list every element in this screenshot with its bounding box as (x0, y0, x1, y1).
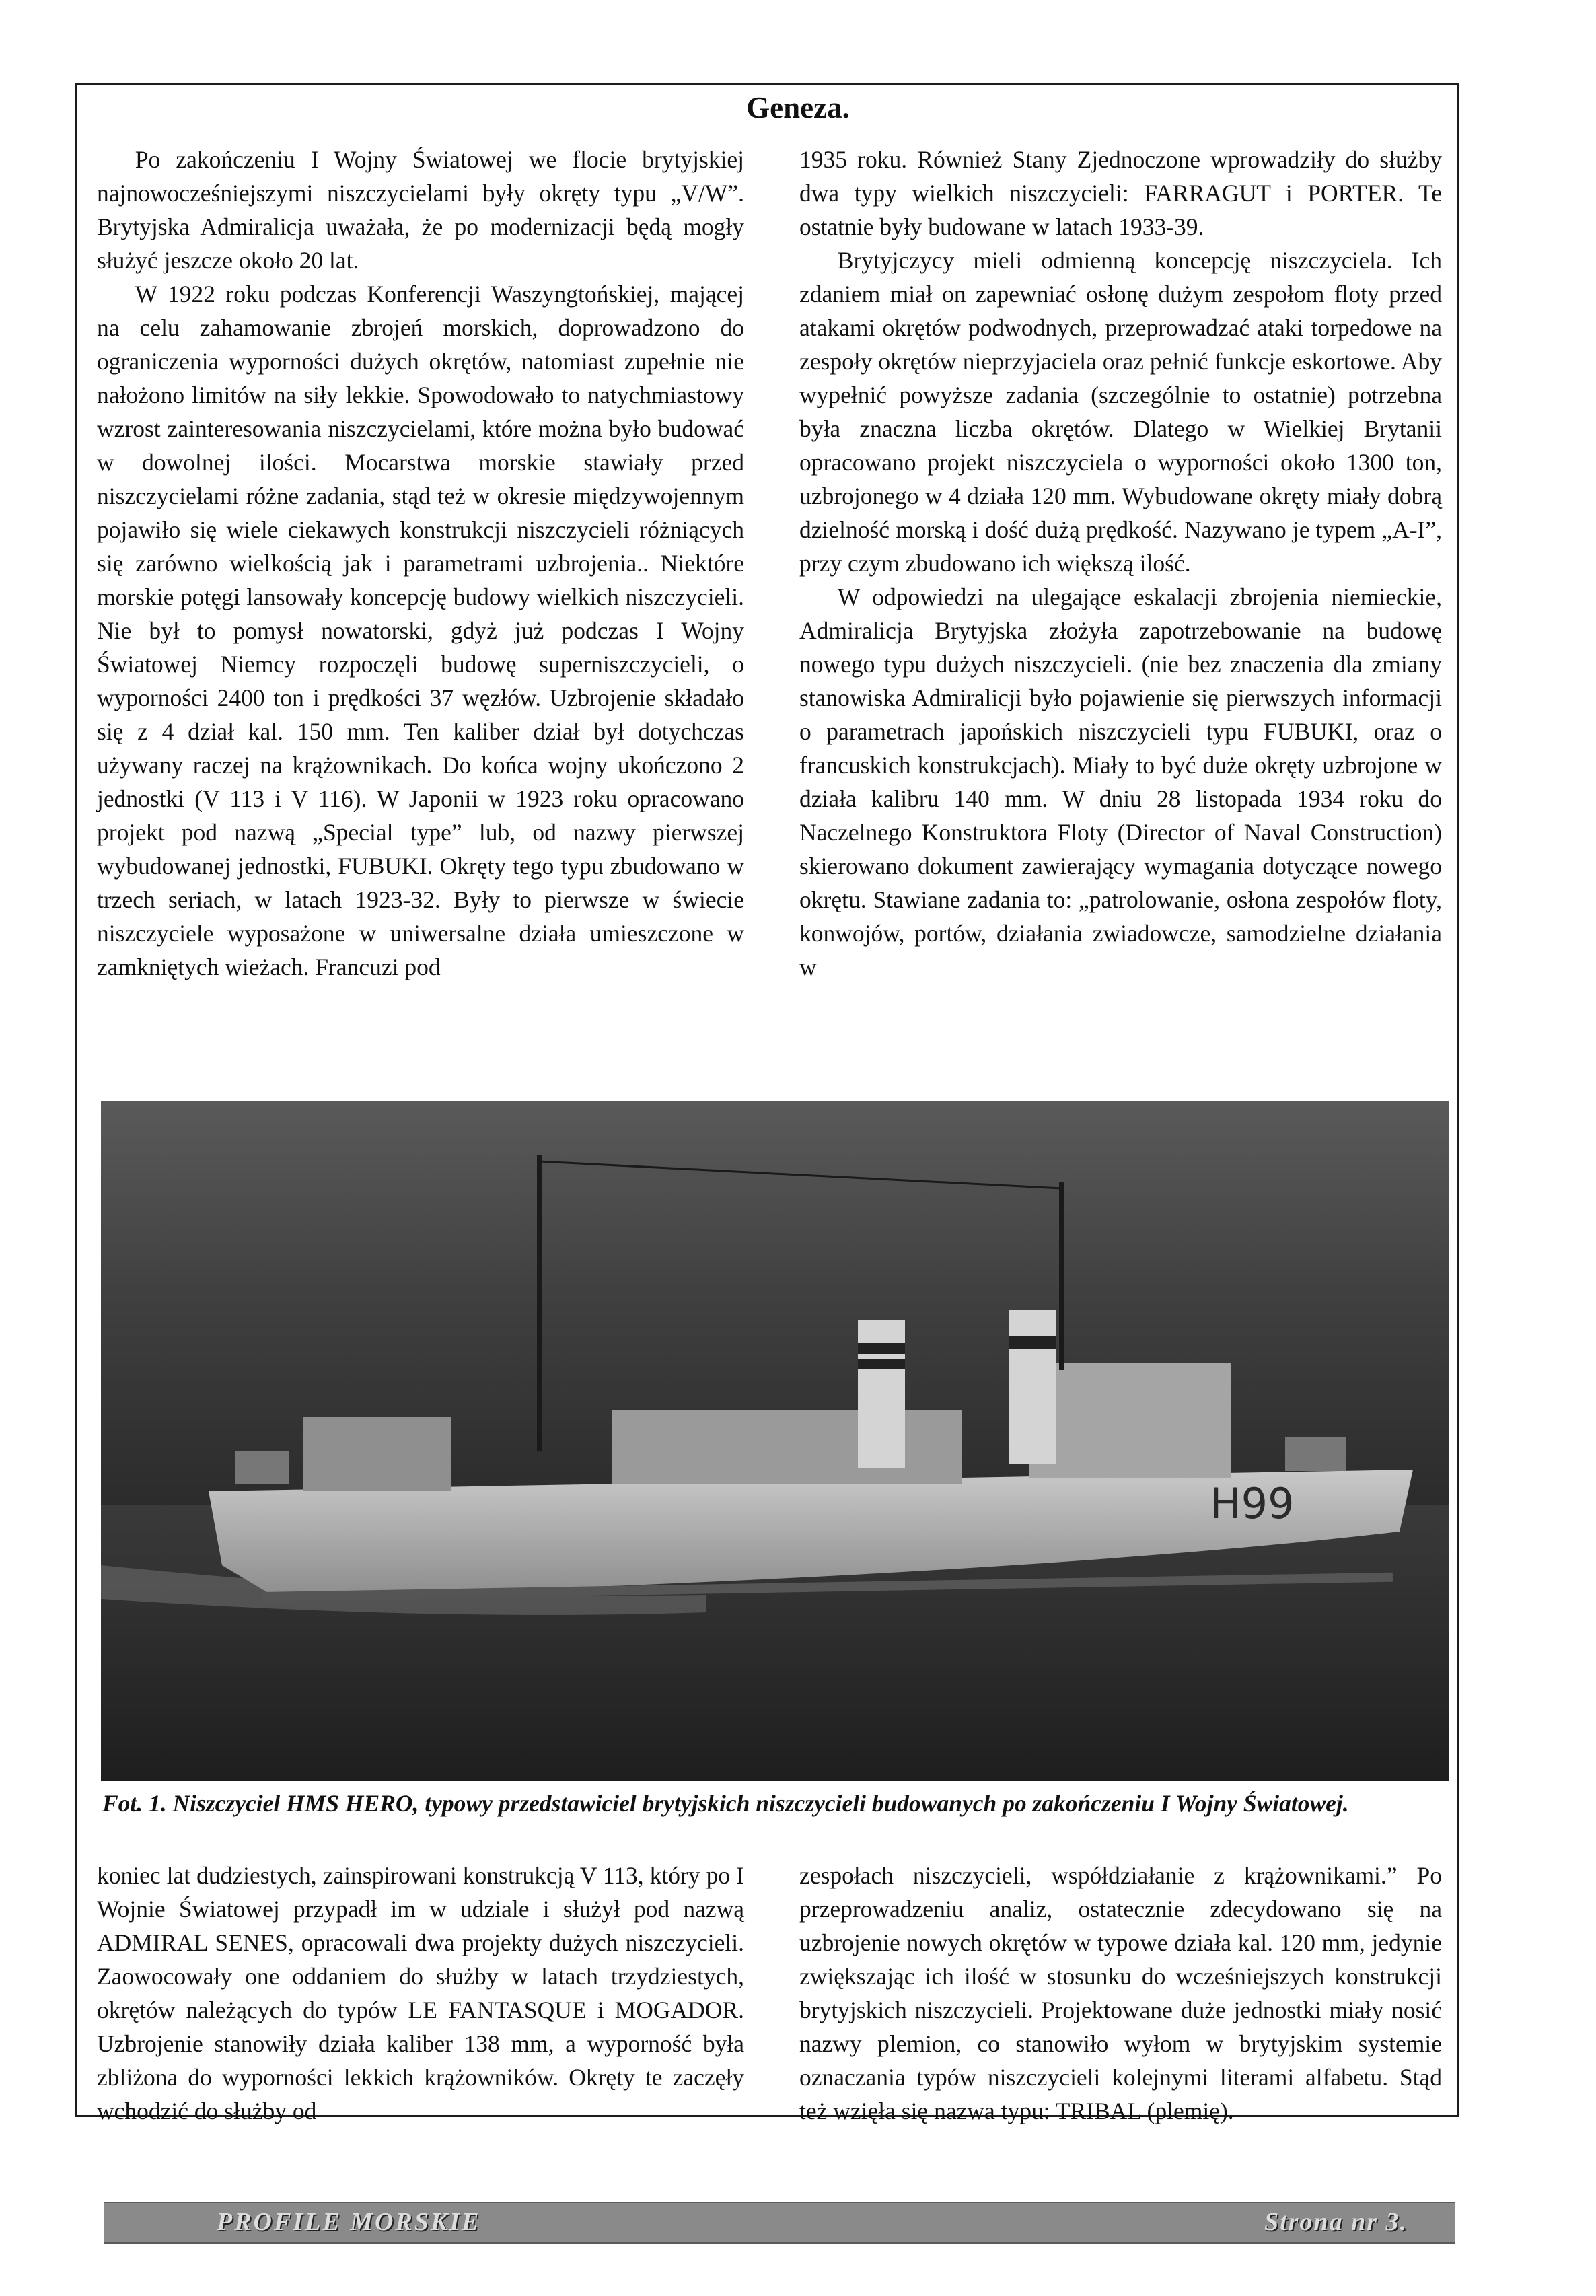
paragraph: 1935 roku. Również Stany Zjednoczone wprowadziły do służby dwa typy wielkich niszczycieli: FARRAGUT i PORTER. Te ostatnie były budowane w latach 1933-39. (799, 146, 1442, 240)
magazine-title: PROFILE MORSKIE (217, 2208, 481, 2236)
funnel-fore-band (1009, 1336, 1056, 1349)
section-heading: Geneza. (746, 91, 850, 124)
page-number: Strona nr 3. (1264, 2208, 1408, 2236)
gun-mount-fore (1285, 1437, 1346, 1471)
funnel-fore (1009, 1310, 1056, 1464)
superstructure-aft (303, 1417, 451, 1491)
funnel-aft-band (858, 1343, 905, 1354)
paragraph: Brytyjczycy mieli odmienną koncepcję niszczyciela. Ich zdaniem miał on zapewniać osłonę dużym zespołom floty przed atakami okrętów podwodnych, przeprowadzać ataki torpedowe na zespoły okrętów nieprzyjaciela oraz pełnić funkcje eskortowe. Aby wypełnić powyższe zadania (szczególnie to ostatnie) potrzebna była znaczna liczba okrętów. Dlatego w Wielkiej Brytanii opracowano projekt niszczyciela o wyporności około 1300 ton, uzbrojonego w 4 działa 120 mm. Wybudowane okręty miały dobrą dzielność morską i dość dużą prędkość. Nazywano je typem „A-I”, przy czym zbudowano ich większą ilość. (799, 247, 1442, 577)
bridge (1029, 1363, 1231, 1478)
text-column-top-left (97, 143, 744, 984)
paragraph: W 1922 roku podczas Konferencji Waszyngtońskiej, mającej na celu zahamowanie zbrojeń morskich, doprowadzono do ograniczenia wyporności dużych okrętów, natomiast zupełnie nie nałożono limitów na siły lekkie. Spowodowało to natychmiastowy wzrost zainteresowania niszczycielami, które można było budować w dowolnej ilości. Mocarstwa morskie stawiały przed niszczycielami różne zadania, stąd też w okresie międzywojennym pojawiło się wiele ciekawych konstrukcji niszczycieli różniących się zarówno wielkością jak i parametrami uzbrojenia.. Niektóre morskie potęgi lansowały koncepcję budowy wielkich niszczycieli. Nie był to pomysł nowatorski, gdyż już podczas I Wojny Światowej Niemcy rozpoczęli budowę superniszczycieli, o wyporności 2400 ton i prędkości 37 węzłów. Uzbrojenie składało się z 4 dział kal. 150 mm. Ten kaliber dział był dotychczas używany raczej na krążownikach. Do końca wojny ukończono 2 jednostki (V 113 i V 116). W Japonii w 1923 roku opracowano projekt pod nazwą „Special type” lub, od nazwy pierwszej wybudowanej jednostki, FUBUKI. Okręty tego typu zbudowano w trzech seriach, w latach 1923-32. Były to pierwsze w świecie niszczyciele wyposażone w uniwersalne działa umieszczone w zamkniętych wieżach. Francuzi pod (97, 281, 744, 980)
text-column-top-right (799, 143, 1442, 984)
hull-number: H99 (1210, 1479, 1295, 1528)
photo-caption: Fot. 1. Niszczyciel HMS HERO, typowy przedstawiciel brytyjskich niszczycieli budowanych po zakończeniu I Wojny Światowej. (102, 1790, 1349, 1817)
funnel-aft (858, 1320, 905, 1468)
text-column-bottom-right (799, 1859, 1442, 2128)
paragraph: koniec lat dudziestych, zainspirowani konstrukcją V 113, który po I Wojnie Światowej przypadł im w udziale i służył pod nazwą ADMIRAL SENES, opracowali dwa projekty dużych niszczycieli. Zaowocowały one oddaniem do służby w latach trzydziestych, okrętów należących do typów LE FANTASQUE i MOGADOR. Uzbrojenie stanowiły działa kaliber 138 mm, a wyporność była zbliżona do wyporności lekkich krążowników. Okręty te zaczęły wchodzić do służby od (97, 1862, 744, 2124)
paragraph: W odpowiedzi na ulegające eskalacji zbrojenia niemieckie, Admiralicja Brytyjska złożyła zapotrzebowanie na budowę nowego typu dużych niszczycieli. (nie bez znaczenia dla zmiany stanowiska Admiralicji było pojawienie się pierwszych informacji o parametrach japońskich niszczycieli typu FUBUKI, oraz o francuskich konstrukcjach). Miały to być duże okręty uzbrojone w działa kalibru 140 mm. W dniu 28 listopada 1934 roku do Naczelnego Konstruktora Floty (Director of Naval Construction) skierowano dokument zawierający wymagania dotyczące nowego okrętu. Stawiane zadania to: „patrolowanie, osłona zespołów floty, konwojów, portów, działania zwiadowcze, samodzielne działania w (799, 583, 1442, 980)
text-column-bottom-left (97, 1859, 744, 2128)
page-footer (104, 2202, 1455, 2244)
gun-mount-aft (235, 1451, 289, 1484)
funnel-aft-band2 (858, 1359, 905, 1369)
deckhouse-mid (612, 1410, 962, 1484)
paragraph: Po zakończeniu I Wojny Światowej we flocie brytyjskiej najnowocześniejszymi niszczycielami były okręty typu „V/W”. Brytyjska Admiralicja uważała, że po modernizacji będą mogły służyć jeszcze około 20 lat. (97, 146, 744, 274)
paragraph: zespołach niszczycieli, współdziałanie z krążownikami.” Po przeprowadzeniu analiz, ostatecznie zdecydowano się na uzbrojenie nowych okrętów w typowe działa kal. 120 mm, jedynie zwiększając ich ilość w stosunku do wcześniejszych konstrukcji brytyjskich niszczycieli. Projektowane duże jednostki miały nosić nazwy plemion, co stanowiło wyłom w brytyjskim systemie oznaczania typów niszczycieli kolejnymi literami alfabetu. Stąd też wzięła się nazwa typu: TRIBAL (plemię). (799, 1862, 1442, 2124)
ship-photo-illustration (101, 1101, 1449, 1781)
ship-photo (101, 1101, 1449, 1781)
